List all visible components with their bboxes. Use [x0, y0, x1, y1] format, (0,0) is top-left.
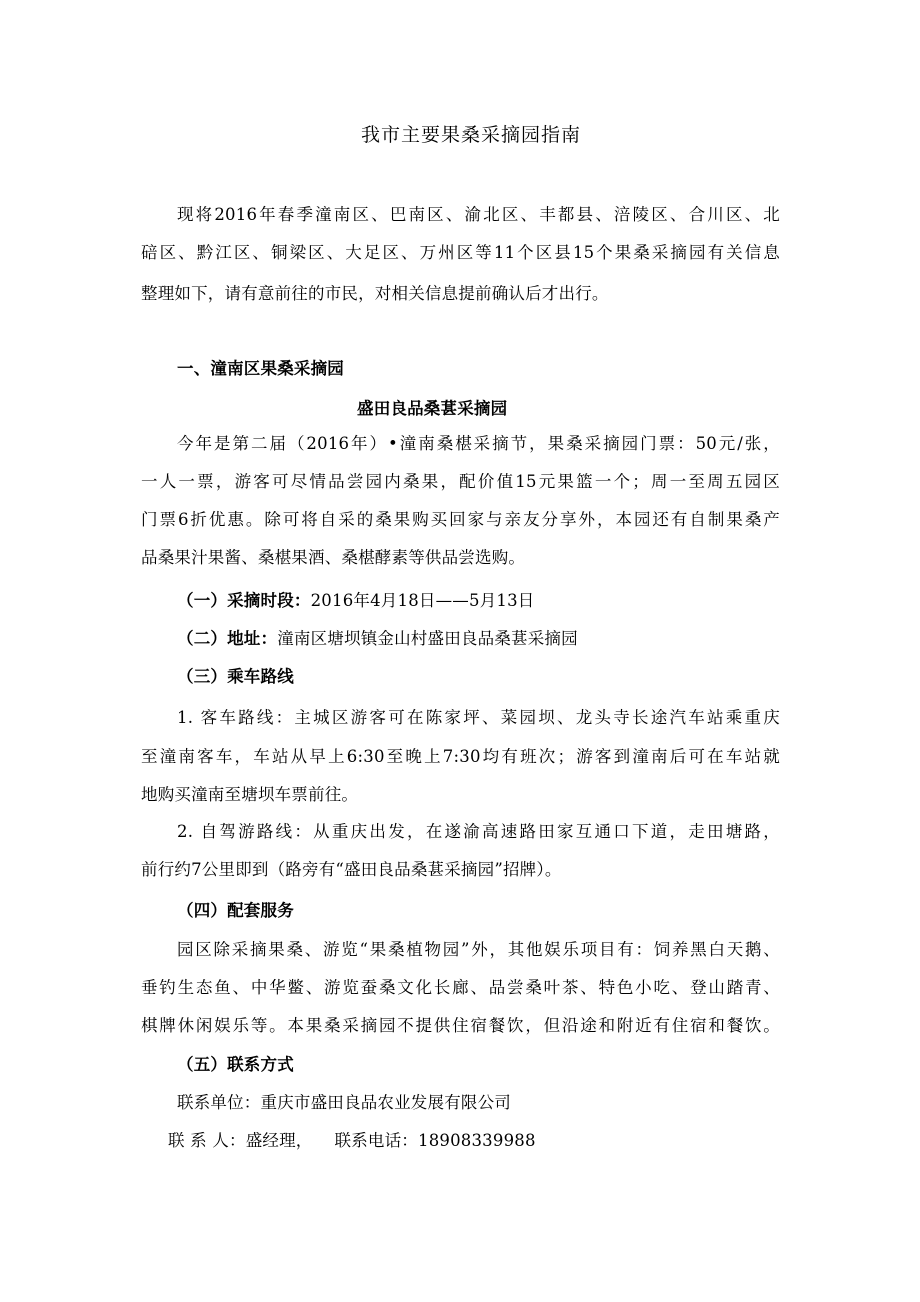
desc-line-1: 今年是第二届（2016年）•潼南桑椹采摘节，果桑采摘园门票：50元/张，	[177, 434, 780, 453]
intro-line-3: 整理如下，请有意前往的市民，对相关信息提前确认后才出行。	[141, 284, 609, 303]
service-line-3: 棋牌休闲娱乐等。本果桑采摘园不提供住宿餐饮，但沿途和附近有住宿和餐饮。	[141, 1016, 780, 1035]
garden-name: 盛田良品桑葚采摘园	[357, 399, 508, 418]
route-bus-line-2: 至潼南客车，车站从早上6:30至晚上7:30均有班次；游客到潼南后可在车站就	[141, 747, 780, 766]
desc-line-4: 品桑果汁果酱、桑椹果酒、桑椹酵素等供品尝选购。	[141, 548, 526, 567]
contact-phone: 联系电话：18908339988	[334, 1131, 536, 1150]
route-label: （三）乘车路线	[177, 667, 294, 686]
intro-line-2: 碚区、黔江区、铜梁区、大足区、万州区等11个区县15个果桑采摘园有关信息	[141, 243, 780, 262]
route-bus-line-1: 1. 客车路线：主城区游客可在陈家坪、菜园坝、龙头寺长途汽车站乘重庆	[177, 708, 780, 727]
route-bus-line-3: 地购买潼南至塘坝车票前往。	[141, 785, 359, 804]
address-value: 潼南区塘坝镇金山村盛田良品桑葚采摘园	[277, 629, 578, 648]
service-line-1: 园区除采摘果桑、游览“果桑植物园”外，其他娱乐项目有：饲养黑白天鹅、	[177, 940, 780, 959]
period-label: （一）采摘时段：	[177, 591, 311, 610]
contact-label: （五）联系方式	[177, 1055, 294, 1074]
intro-line-1: 现将2016年春季潼南区、巴南区、渝北区、丰都县、涪陵区、合川区、北	[177, 205, 780, 224]
page-title: 我市主要果桑采摘园指南	[361, 124, 582, 146]
route-self-line-2: 前行约7公里即到（路旁有“盛田良品桑葚采摘园”招牌）。	[141, 860, 562, 879]
contact-person-row	[168, 1129, 536, 1153]
period-row	[177, 589, 535, 613]
period-value: 2016年4月18日——5月13日	[310, 591, 535, 610]
route-self-line-1: 2. 自驾游路线：从重庆出发，在遂渝高速路田家互通口下道，走田塘路，	[177, 822, 780, 841]
address-label: （二）地址：	[177, 629, 278, 648]
contact-unit: 联系单位：重庆市盛田良品农业发展有限公司	[177, 1093, 511, 1112]
service-line-2: 垂钓生态鱼、中华鳖、游览蚕桑文化长廊、品尝桑叶茶、特色小吃、登山踏青、	[141, 978, 780, 997]
contact-person: 联 系 人：盛经理，	[168, 1131, 313, 1150]
desc-line-3: 门票6折优惠。除可将自采的桑果购买回家与亲友分享外，本园还有自制果桑产	[141, 510, 780, 529]
service-label: （四）配套服务	[177, 901, 294, 920]
address-row	[177, 627, 578, 651]
section-heading: 一、潼南区果桑采摘园	[177, 359, 344, 378]
desc-line-2: 一人一票，游客可尽情品尝园内桑果，配价值15元果篮一个；周一至周五园区	[141, 472, 780, 491]
